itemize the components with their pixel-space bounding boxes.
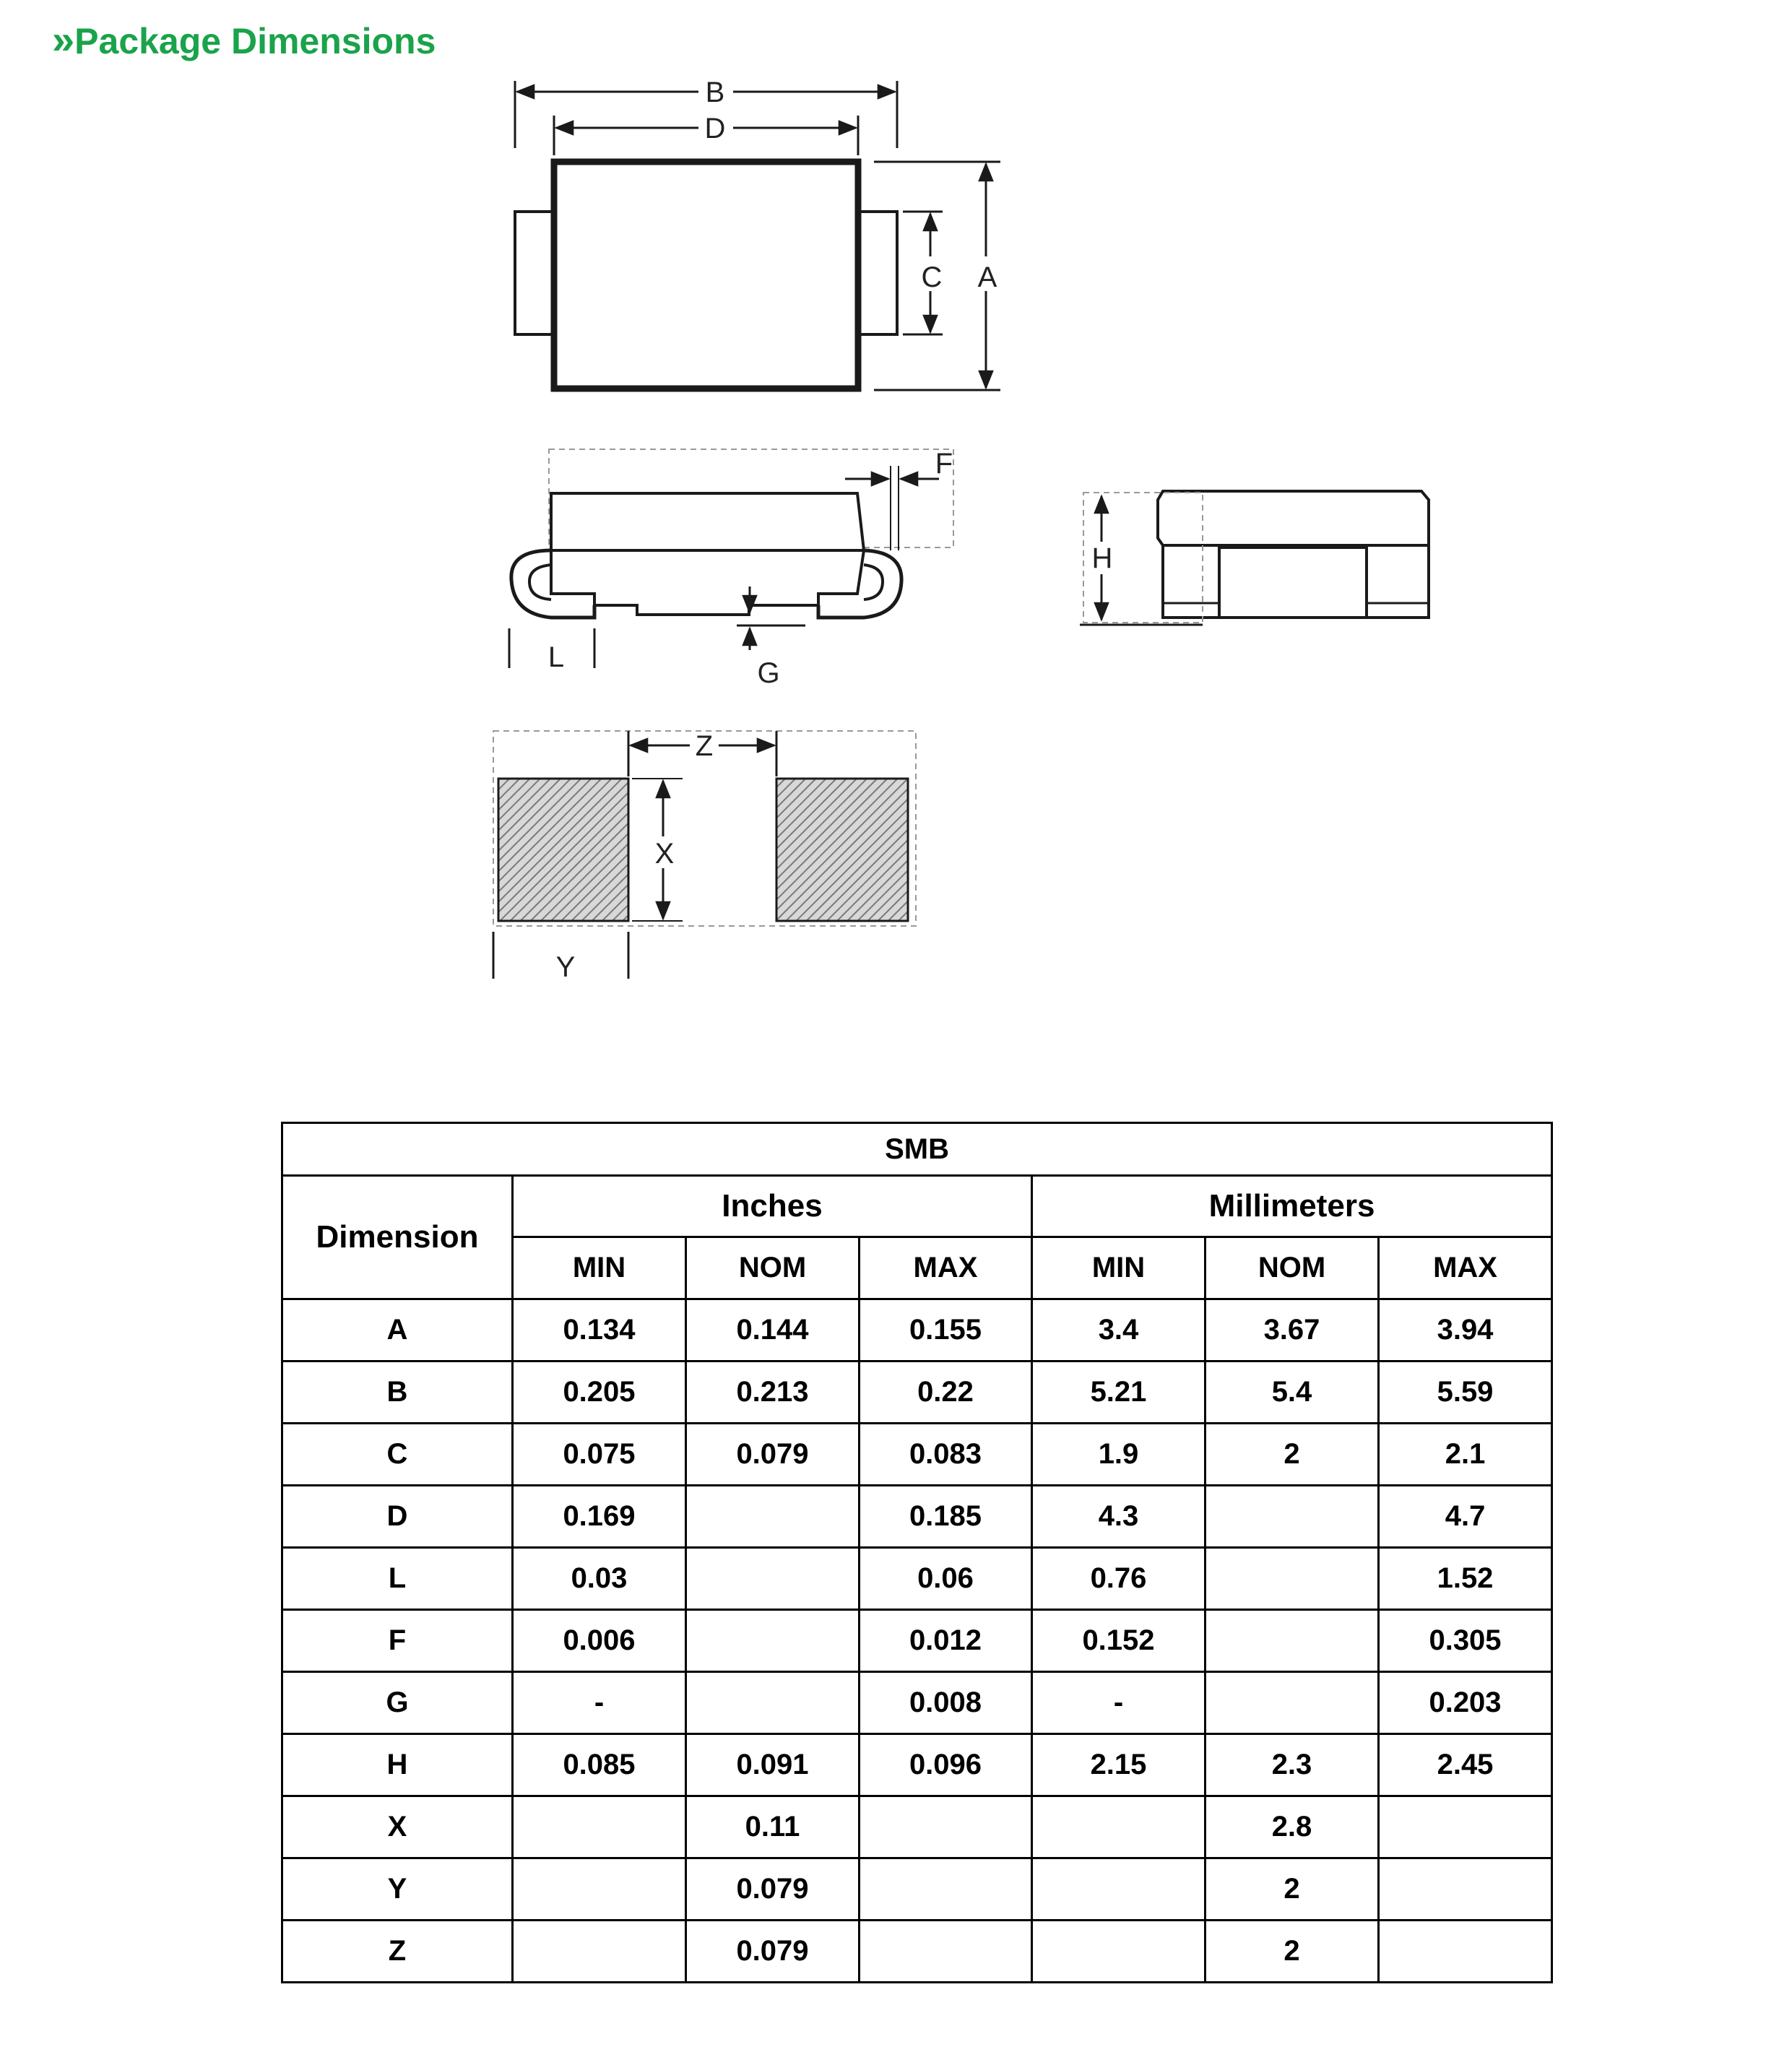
value-cell-mm-min: 0.76: [1032, 1548, 1206, 1610]
value-cell-in-nom: 0.213: [686, 1361, 860, 1424]
value-cell-mm-min: -: [1032, 1672, 1206, 1734]
value-cell-mm-nom: [1206, 1486, 1379, 1548]
table-row: [282, 1610, 1552, 1672]
end-view-body: [1158, 491, 1429, 545]
dimension-cell: X: [282, 1796, 513, 1858]
value-cell-in-min: [513, 1921, 686, 1983]
value-cell-in-max: [860, 1858, 1032, 1921]
value-cell-mm-nom: [1206, 1672, 1379, 1734]
value-cell-mm-max: 4.7: [1379, 1486, 1552, 1548]
table-row: [282, 1424, 1552, 1486]
value-cell-mm-max: [1379, 1796, 1552, 1858]
table-row: [282, 1734, 1552, 1796]
value-cell-mm-max: 5.59: [1379, 1361, 1552, 1424]
value-cell-mm-nom: 3.67: [1206, 1299, 1379, 1361]
value-cell-mm-max: 0.203: [1379, 1672, 1552, 1734]
label-F: F: [935, 448, 953, 480]
value-cell-mm-nom: 2: [1206, 1424, 1379, 1486]
value-cell-mm-max: 3.94: [1379, 1299, 1552, 1361]
value-cell-in-min: 0.134: [513, 1299, 686, 1361]
value-cell-mm-min: [1032, 1921, 1206, 1983]
value-cell-in-max: 0.083: [860, 1424, 1032, 1486]
dimension-cell: F: [282, 1610, 513, 1672]
col-header-mm-nom: NOM: [1206, 1237, 1379, 1299]
value-cell-in-min: 0.169: [513, 1486, 686, 1548]
label-A: A: [977, 261, 997, 293]
col-header-in-max: MAX: [860, 1237, 1032, 1299]
millimeters-header: Millimeters: [1032, 1176, 1552, 1237]
dimension-cell: C: [282, 1424, 513, 1486]
value-cell-in-max: 0.155: [860, 1299, 1032, 1361]
top-view-lead-right: [858, 212, 897, 334]
value-cell-mm-max: [1379, 1921, 1552, 1983]
value-cell-in-max: [860, 1921, 1032, 1983]
table-row: [282, 1921, 1552, 1983]
value-cell-in-min: [513, 1858, 686, 1921]
value-cell-in-max: 0.096: [860, 1734, 1032, 1796]
dimension-cell: H: [282, 1734, 513, 1796]
label-B: B: [705, 77, 725, 108]
value-cell-mm-max: 1.52: [1379, 1548, 1552, 1610]
value-cell-in-nom: 0.144: [686, 1299, 860, 1361]
value-cell-in-min: 0.075: [513, 1424, 686, 1486]
label-G: G: [757, 657, 780, 689]
value-cell-in-min: [513, 1796, 686, 1858]
col-header-in-nom: NOM: [686, 1237, 860, 1299]
table-row: [282, 1361, 1552, 1424]
value-cell-mm-min: 0.152: [1032, 1610, 1206, 1672]
value-cell-in-min: 0.03: [513, 1548, 686, 1610]
table-row: [282, 1796, 1552, 1858]
dimensions-table-body: [282, 1299, 1552, 1983]
top-view-lead-left: [515, 212, 554, 334]
inches-header: Inches: [513, 1176, 1032, 1237]
side-view: [509, 449, 953, 668]
value-cell-mm-min: 5.21: [1032, 1361, 1206, 1424]
value-cell-in-nom: 0.11: [686, 1796, 860, 1858]
side-view-lead-left: [511, 550, 594, 618]
package-header: SMB: [282, 1123, 1552, 1176]
table-row: [282, 1486, 1552, 1548]
value-cell-in-max: 0.012: [860, 1610, 1032, 1672]
value-cell-in-nom: 0.091: [686, 1734, 860, 1796]
col-header-mm-max: MAX: [1379, 1237, 1552, 1299]
table-row: [282, 1672, 1552, 1734]
value-cell-in-nom: [686, 1486, 860, 1548]
dimension-cell: Y: [282, 1858, 513, 1921]
label-C: C: [921, 261, 943, 293]
label-X: X: [654, 838, 675, 870]
dimension-cell: D: [282, 1486, 513, 1548]
dimension-cell: G: [282, 1672, 513, 1734]
value-cell-in-max: 0.008: [860, 1672, 1032, 1734]
col-header-in-min: MIN: [513, 1237, 686, 1299]
col-header-mm-min: MIN: [1032, 1237, 1206, 1299]
value-cell-mm-max: 2.45: [1379, 1734, 1552, 1796]
top-view-body: [554, 162, 858, 389]
label-D: D: [704, 113, 726, 144]
value-cell-mm-nom: [1206, 1548, 1379, 1610]
value-cell-in-min: 0.006: [513, 1610, 686, 1672]
value-cell-in-nom: 0.079: [686, 1858, 860, 1921]
value-cell-in-nom: [686, 1610, 860, 1672]
value-cell-mm-nom: 5.4: [1206, 1361, 1379, 1424]
value-cell-in-max: 0.185: [860, 1486, 1032, 1548]
table-row: [282, 1299, 1552, 1361]
land-pattern: [493, 731, 916, 979]
value-cell-mm-max: 2.1: [1379, 1424, 1552, 1486]
value-cell-in-nom: [686, 1548, 860, 1610]
side-view-body-bottom: [551, 550, 864, 615]
value-cell-mm-min: [1032, 1858, 1206, 1921]
value-cell-mm-max: 0.305: [1379, 1610, 1552, 1672]
chevron-icon: »: [52, 17, 75, 62]
land-pad-right: [776, 779, 908, 921]
label-L: L: [547, 641, 565, 673]
value-cell-mm-min: 3.4: [1032, 1299, 1206, 1361]
dimension-cell: Z: [282, 1921, 513, 1983]
value-cell-in-nom: 0.079: [686, 1921, 860, 1983]
dimension-cell: B: [282, 1361, 513, 1424]
value-cell-mm-nom: 2.3: [1206, 1734, 1379, 1796]
value-cell-in-max: 0.06: [860, 1548, 1032, 1610]
value-cell-mm-min: [1032, 1796, 1206, 1858]
land-pad-left: [498, 779, 628, 921]
dimension-header: Dimension: [282, 1176, 513, 1299]
label-Z: Z: [695, 730, 714, 762]
value-cell-mm-min: 4.3: [1032, 1486, 1206, 1548]
label-H: H: [1091, 542, 1113, 574]
value-cell-mm-nom: 2: [1206, 1858, 1379, 1921]
value-cell-mm-min: 2.15: [1032, 1734, 1206, 1796]
value-cell-mm-nom: [1206, 1610, 1379, 1672]
value-cell-in-max: 0.22: [860, 1361, 1032, 1424]
value-cell-mm-min: 1.9: [1032, 1424, 1206, 1486]
value-cell-mm-max: [1379, 1858, 1552, 1921]
value-cell-in-min: -: [513, 1672, 686, 1734]
value-cell-in-nom: 0.079: [686, 1424, 860, 1486]
top-view: [515, 81, 1000, 390]
value-cell-mm-nom: 2.8: [1206, 1796, 1379, 1858]
value-cell-in-min: 0.205: [513, 1361, 686, 1424]
table-row: [282, 1548, 1552, 1610]
side-view-body-top: [551, 493, 864, 550]
dimension-cell: A: [282, 1299, 513, 1361]
end-view: [1080, 491, 1429, 625]
dimension-cell: L: [282, 1548, 513, 1610]
value-cell-in-nom: [686, 1672, 860, 1734]
label-Y: Y: [555, 951, 576, 983]
value-cell-mm-nom: 2: [1206, 1921, 1379, 1983]
page-title-text: Package Dimensions: [74, 21, 436, 61]
value-cell-in-min: 0.085: [513, 1734, 686, 1796]
dimensions-table: [281, 1122, 1553, 1983]
table-row: [282, 1858, 1552, 1921]
value-cell-in-max: [860, 1796, 1032, 1858]
